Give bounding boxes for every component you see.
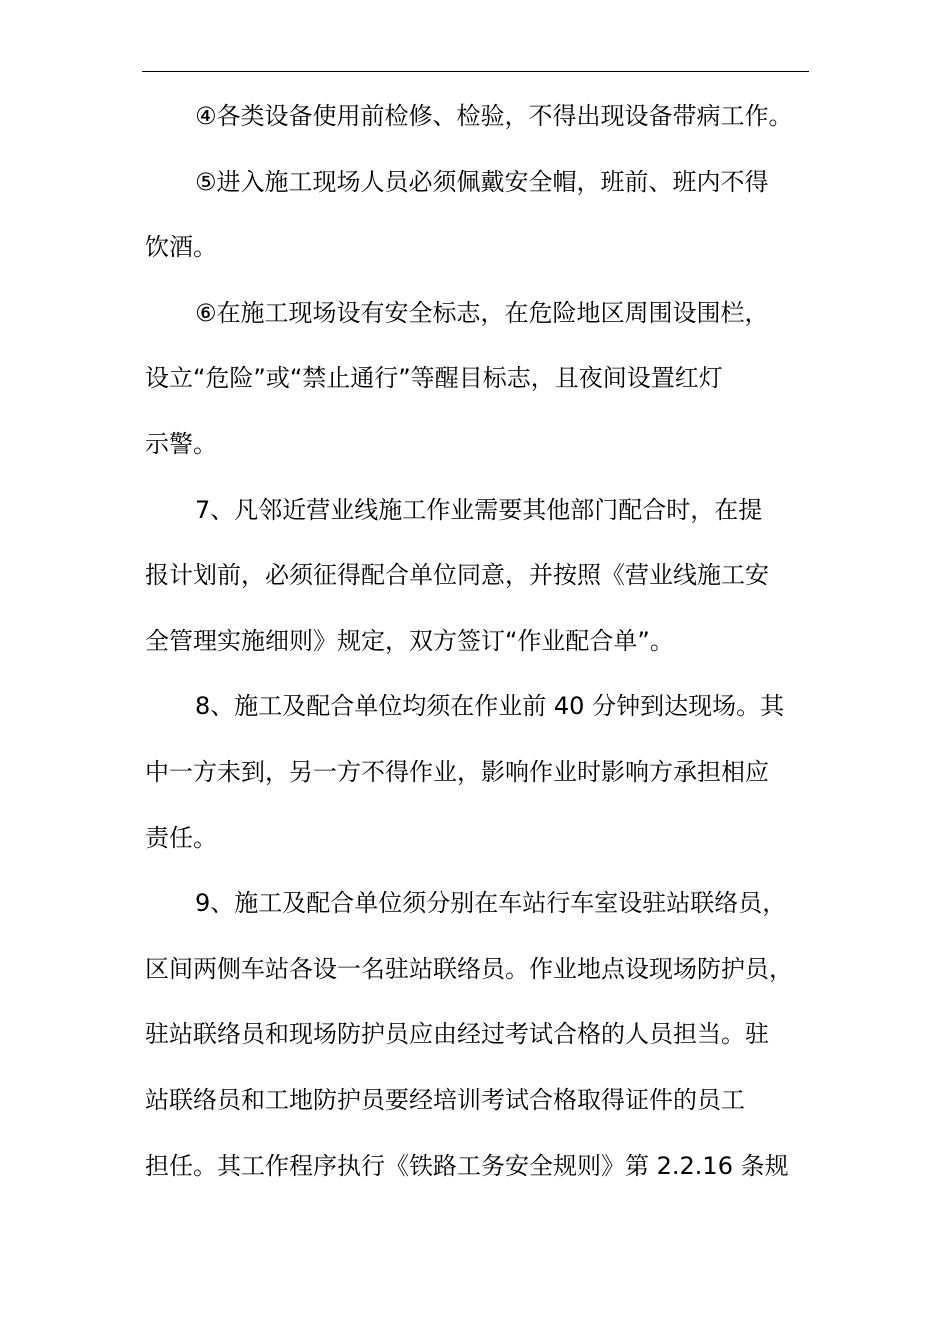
header-rule <box>142 71 809 72</box>
document-body <box>145 84 810 1199</box>
text-line: 担任。其工作程序执行《铁路工务安全规则》第 2.2.16 条规 <box>145 1151 789 1180</box>
paragraph-clause-8 <box>145 674 810 871</box>
text-line: 区间两侧车站各设一名驻站联络员。作业地点设现场防护员， <box>145 954 793 983</box>
paragraph-clause-7 <box>145 478 810 675</box>
text-line: 7、凡邻近营业线施工作业需要其他部门配合时，在提 <box>195 495 763 524</box>
paragraph-item-5 <box>145 150 810 281</box>
text-line: 8、施工及配合单位均须在作业前 40 分钟到达现场。其 <box>195 692 785 721</box>
text-line: 报计划前，必须征得配合单位同意，并按照《营业线施工安 <box>145 561 769 590</box>
text-line: ⑥在施工现场设有安全标志，在危险地区周围设围栏， <box>195 298 769 327</box>
text-line: 全管理实施细则》规定，双方签订“作业配合单”。 <box>145 626 674 655</box>
text-line: 设立“危险”或“禁止通行”等醒目标志，且夜间设置红灯 <box>145 364 723 393</box>
text-line: 中一方未到，另一方不得作业，影响作业时影响方承担相应 <box>145 757 769 786</box>
text-line: 站联络员和工地防护员要经培训考试合格取得证件的员工 <box>145 1085 745 1114</box>
text-line: 责任。 <box>145 823 217 852</box>
text-line: 饮酒。 <box>145 233 217 262</box>
paragraph-item-4 <box>145 84 810 150</box>
text-line: 驻站联络员和现场防护员应由经过考试合格的人员担当。驻 <box>145 1020 769 1049</box>
paragraph-clause-9 <box>145 871 810 1199</box>
text-line: ④各类设备使用前检修、检验，不得出现设备带病工作。 <box>195 102 793 130</box>
paragraph-item-6 <box>145 281 810 478</box>
text-line: ⑤进入施工现场人员必须佩戴安全帽，班前、班内不得 <box>195 167 769 196</box>
text-line: 9、施工及配合单位须分别在车站行车室设驻站联络员， <box>195 889 787 918</box>
text-line: 示警。 <box>145 429 217 458</box>
